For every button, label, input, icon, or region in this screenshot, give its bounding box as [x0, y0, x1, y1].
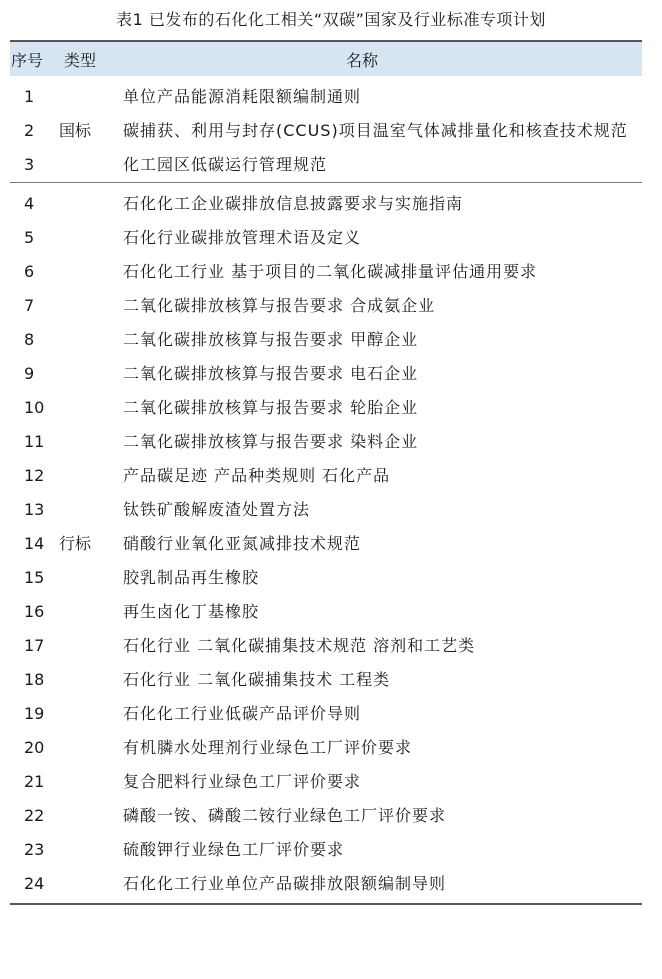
- table-row: [10, 697, 642, 731]
- row-type: [57, 391, 122, 425]
- table-row: [10, 148, 642, 183]
- row-number: 12: [24, 466, 45, 485]
- table-row: [10, 323, 642, 357]
- row-name: 再生卤化丁基橡胶: [123, 602, 260, 621]
- header-name: 名称: [345, 50, 378, 70]
- standards-table: [10, 40, 642, 905]
- row-type: 国标: [59, 121, 92, 140]
- row-type: [57, 799, 122, 833]
- row-name: 单位产品能源消耗限额编制通则: [123, 87, 362, 106]
- row-number: 22: [24, 806, 45, 825]
- row-name: 石化行业 二氧化碳捕集技术 工程类: [123, 670, 391, 689]
- row-type: [57, 76, 122, 114]
- table-row: [10, 459, 642, 493]
- row-type: 行标: [59, 534, 92, 553]
- row-type: [57, 697, 122, 731]
- row-number: 24: [24, 874, 45, 893]
- row-number: 17: [24, 636, 45, 655]
- row-name: 胶乳制品再生橡胶: [123, 568, 260, 587]
- row-type: [57, 595, 122, 629]
- table-row: [10, 595, 642, 629]
- row-type: [57, 765, 122, 799]
- row-name: 二氧化碳排放核算与报告要求 合成氨企业: [123, 296, 436, 315]
- row-number: 2: [24, 121, 35, 140]
- row-name: 化工园区低碳运行管理规范: [122, 148, 642, 183]
- row-name: 石化化工行业单位产品碳排放限额编制导则: [123, 874, 447, 893]
- row-type: [57, 323, 122, 357]
- row-number: 11: [24, 432, 45, 451]
- row-number: 4: [24, 194, 35, 213]
- row-name: 二氧化碳排放核算与报告要求 甲醇企业: [123, 330, 419, 349]
- table-row: [10, 391, 642, 425]
- row-number: 13: [24, 500, 45, 519]
- table-caption: 表1 已发布的石化化工相关“双碳”国家及行业标准专项计划: [116, 10, 546, 29]
- row-name: 石化行业 二氧化碳捕集技术规范 溶剂和工艺类: [123, 636, 476, 655]
- row-type: [57, 833, 122, 867]
- row-type: [57, 425, 122, 459]
- table-row: [10, 663, 642, 697]
- row-type: [57, 629, 122, 663]
- row-type: [57, 867, 122, 904]
- table-body: [10, 76, 642, 904]
- row-type: [57, 459, 122, 493]
- row-type: [57, 493, 122, 527]
- row-number: 14: [24, 534, 45, 553]
- table-row: [10, 183, 642, 222]
- row-number: 18: [24, 670, 45, 689]
- row-type: [57, 255, 122, 289]
- table-row: [10, 493, 642, 527]
- row-name: 二氧化碳排放核算与报告要求 电石企业: [123, 364, 419, 383]
- table-row: [10, 833, 642, 867]
- row-type: [57, 561, 122, 595]
- row-name: 二氧化碳排放核算与报告要求 轮胎企业: [123, 398, 419, 417]
- row-type: [57, 357, 122, 391]
- row-name: 石化化工企业碳排放信息披露要求与实施指南: [123, 194, 464, 213]
- table-row: [10, 357, 642, 391]
- row-number: 1: [24, 87, 35, 106]
- table-row: [10, 765, 642, 799]
- table-row: [10, 221, 642, 255]
- row-name: 石化行业碳排放管理术语及定义: [123, 228, 362, 247]
- table-row: [10, 629, 642, 663]
- row-name: 磷酸一铵、磷酸二铵行业绿色工厂评价要求: [123, 806, 447, 825]
- table-row: [10, 731, 642, 765]
- row-number: 6: [24, 262, 35, 281]
- row-number: 10: [24, 398, 45, 417]
- row-number: 15: [24, 568, 45, 587]
- row-name: 钛铁矿酸解废渣处置方法: [123, 500, 311, 519]
- row-type: [57, 183, 122, 222]
- row-number: 7: [24, 296, 35, 315]
- row-number: 5: [24, 228, 35, 247]
- row-number: 21: [24, 772, 45, 791]
- row-name: 产品碳足迹 产品种类规则 石化产品: [123, 466, 391, 485]
- table-row: [10, 527, 642, 561]
- header-type: 类型: [64, 50, 97, 70]
- row-number: 3: [10, 148, 57, 183]
- header-number: 序号: [11, 50, 44, 70]
- table-row: [10, 867, 642, 904]
- row-number: 16: [24, 602, 45, 621]
- row-name: 有机膦水处理剂行业绿色工厂评价要求: [123, 738, 413, 757]
- row-name: 石化化工行业低碳产品评价导则: [123, 704, 362, 723]
- row-number: 19: [24, 704, 45, 723]
- row-type: [57, 289, 122, 323]
- row-name: 硝酸行业氧化亚氮减排技术规范: [123, 534, 362, 553]
- table-row: [10, 76, 642, 114]
- table-row: [10, 289, 642, 323]
- row-number: 9: [24, 364, 35, 383]
- row-name: 二氧化碳排放核算与报告要求 染料企业: [123, 432, 419, 451]
- table-row: [10, 561, 642, 595]
- table-row: [10, 114, 642, 148]
- row-number: 23: [24, 840, 45, 859]
- row-name: 复合肥料行业绿色工厂评价要求: [123, 772, 362, 791]
- row-type: [57, 221, 122, 255]
- row-number: 8: [24, 330, 35, 349]
- row-type: [57, 731, 122, 765]
- row-name: 石化化工行业 基于项目的二氧化碳减排量评估通用要求: [123, 262, 538, 281]
- row-name: 碳捕获、利用与封存(CCUS)项目温室气体减排量化和核查技术规范: [123, 121, 628, 140]
- row-number: 20: [24, 738, 45, 757]
- table-row: [10, 799, 642, 833]
- table-header-row: [10, 41, 642, 76]
- row-type: [57, 148, 122, 183]
- row-name: 硫酸钾行业绿色工厂评价要求: [123, 840, 345, 859]
- table-row: [10, 425, 642, 459]
- table-row: [10, 255, 642, 289]
- row-type: [57, 663, 122, 697]
